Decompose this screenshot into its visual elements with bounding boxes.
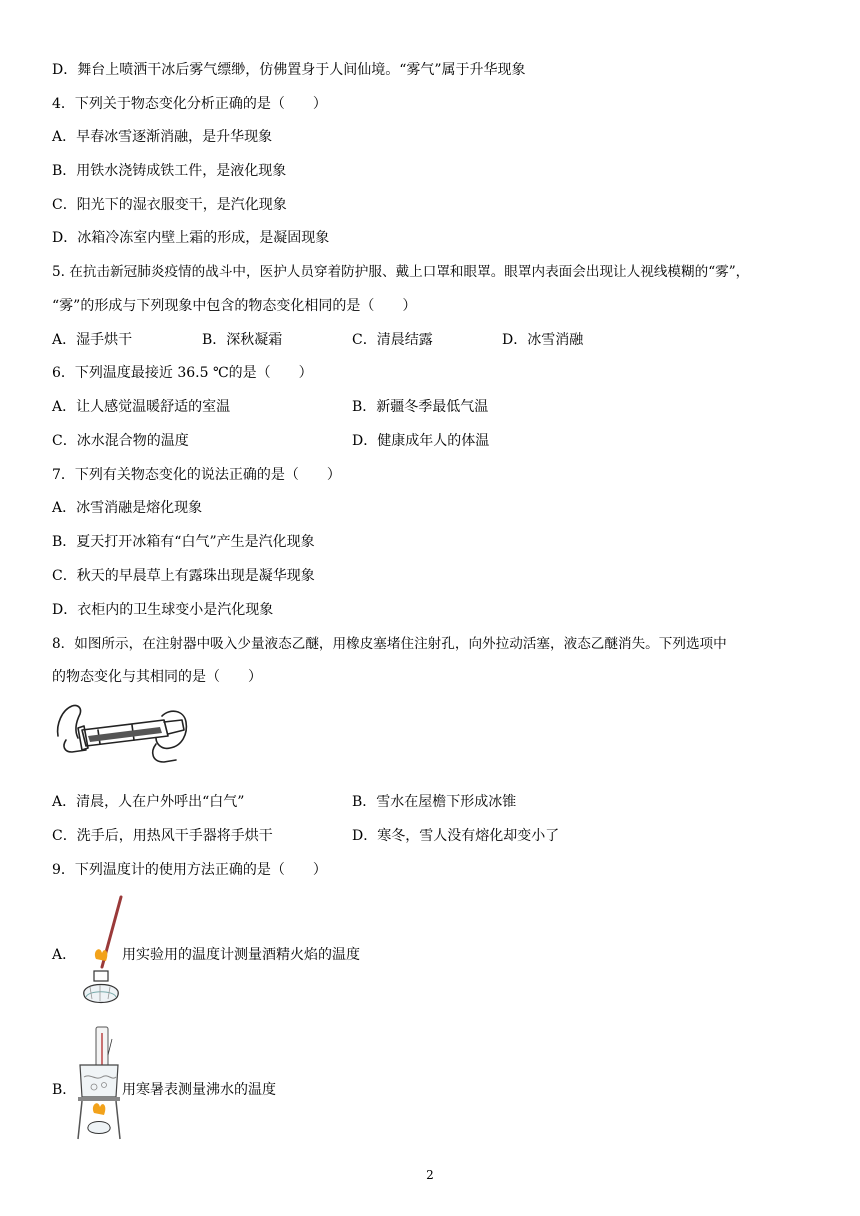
q5-stem-line1: 5. 在抗击新冠肺炎疫情的战斗中，医护人员穿着防护服、戴上口罩和眼罩。眼罩内表面会出现让人视线模糊的“雾”， bbox=[52, 264, 750, 280]
q6-option-d: D．健康成年人的体温 bbox=[352, 433, 490, 449]
page-number: 2 bbox=[426, 1168, 434, 1182]
left-hand-outline bbox=[58, 705, 81, 738]
q7-option-b: B．夏天打开冰箱有“白气”产生是汽化现象 bbox=[52, 534, 315, 550]
q4-option-c: C．阳光下的湿衣服变干，是汽化现象 bbox=[52, 197, 287, 213]
q7-option-a: A．冰雪消融是熔化现象 bbox=[52, 500, 203, 516]
flame-icon bbox=[95, 949, 107, 961]
boiling-water-thermometer-illustration bbox=[74, 1025, 124, 1143]
q7-option-d: D．衣柜内的卫生球变小是汽化现象 bbox=[52, 602, 274, 618]
q5-option-d: D．冰雪消融 bbox=[502, 332, 584, 348]
q8-option-a: A．清晨，人在户外呼出“白气” bbox=[52, 794, 245, 810]
q9-option-b-label: B． bbox=[52, 1082, 77, 1098]
q6-stem: 6．下列温度最接近 36.5 ℃的是（ ） bbox=[52, 365, 313, 381]
flame-icon bbox=[93, 1103, 105, 1115]
q8-option-c: C．洗手后，用热风干手器将手烘干 bbox=[52, 828, 273, 844]
q8-option-b: B．雪水在屋檐下形成冰锥 bbox=[352, 794, 517, 810]
q5-option-a: A．湿手烘干 bbox=[52, 332, 133, 348]
syringe-illustration bbox=[52, 700, 192, 780]
q3-option-d: D．舞台上喷洒干冰后雾气缥缈，仿佛置身于人间仙境。“雾气”属于升华现象 bbox=[52, 62, 526, 78]
q6-option-b: B．新疆冬季最低气温 bbox=[352, 399, 489, 415]
q8-option-d: D．寒冬，雪人没有熔化却变小了 bbox=[352, 828, 560, 844]
q5-option-b: B．深秋凝霜 bbox=[202, 332, 283, 348]
q9-option-b-text: 用寒暑表测量沸水的温度 bbox=[122, 1082, 276, 1098]
q5-option-c: C．清晨结露 bbox=[352, 332, 433, 348]
q4-option-b: B．用铁水浇铸成铁工件，是液化现象 bbox=[52, 163, 287, 179]
alcohol-lamp-icon bbox=[88, 1122, 110, 1134]
q8-stem-line1: 8．如图所示，在注射器中吸入少量液态乙醚，用橡皮塞堵住注射孔，向外拉动活塞，液态乙醚消失。下列选项中 bbox=[52, 636, 727, 652]
q8-stem-line2: 的物态变化与其相同的是（ ） bbox=[52, 669, 262, 685]
q9-option-a-label: A． bbox=[52, 947, 77, 963]
q9-option-a-text: 用实验用的温度计测量酒精火焰的温度 bbox=[122, 947, 360, 963]
q4-stem: 4．下列关于物态变化分析正确的是（ ） bbox=[52, 96, 327, 112]
q6-option-c: C．冰水混合物的温度 bbox=[52, 433, 189, 449]
q4-option-a: A．早春冰雪逐渐消融，是升华现象 bbox=[52, 129, 273, 145]
beaker-icon bbox=[80, 1065, 118, 1097]
q9-stem: 9．下列温度计的使用方法正确的是（ ） bbox=[52, 862, 327, 878]
q7-stem: 7．下列有关物态变化的说法正确的是（ ） bbox=[52, 467, 341, 483]
q6-option-a: A．让人感觉温暖舒适的室温 bbox=[52, 399, 231, 415]
q7-option-c: C．秋天的早晨草上有露珠出现是凝华现象 bbox=[52, 568, 315, 584]
alcohol-lamp-thermometer-illustration bbox=[74, 895, 124, 1015]
q4-option-d: D．冰箱冷冻室内壁上霜的形成，是凝固现象 bbox=[52, 230, 330, 246]
q5-stem-line2: “雾”的形成与下列现象中包含的物态变化相同的是（ ） bbox=[52, 298, 417, 314]
